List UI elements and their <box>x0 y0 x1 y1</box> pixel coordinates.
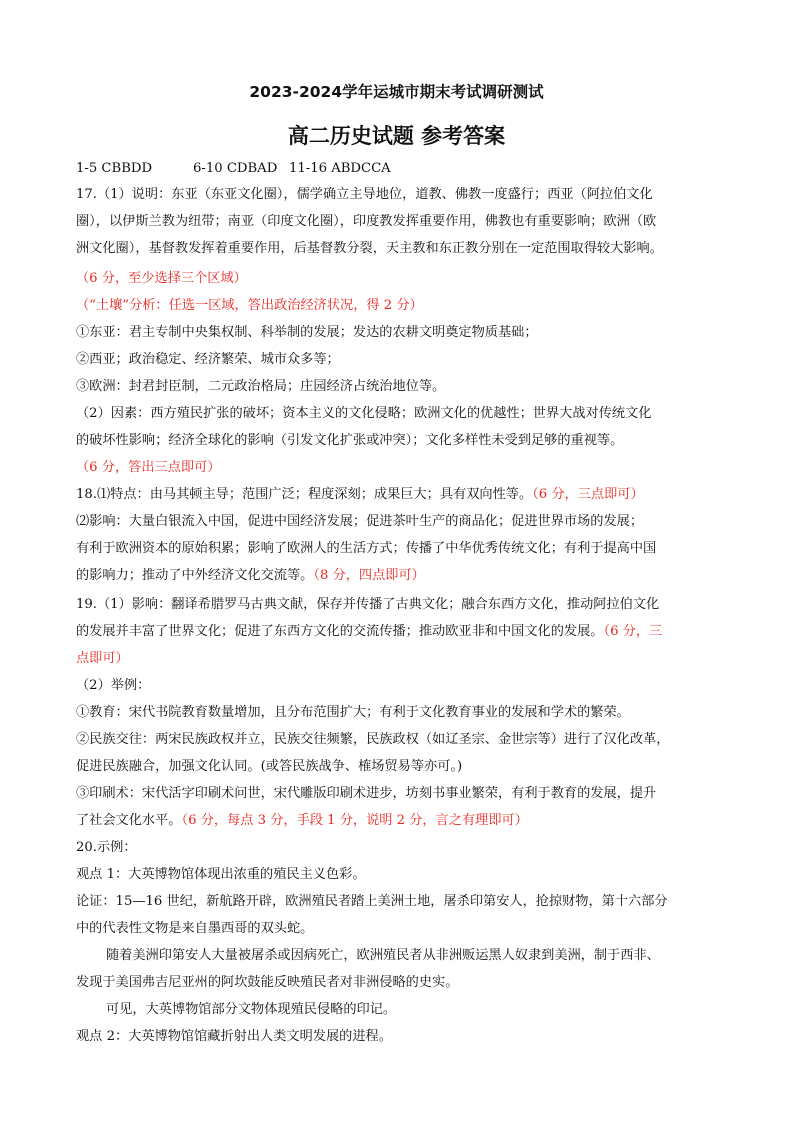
q18-features: 18.⑴特点：由马其顿主导；范围广泛；程度深刻；成果巨大；具有双向性等。 <box>76 487 533 502</box>
q19-point-3-end: 了社会文化水平。 <box>76 813 182 828</box>
q19-score-note-2: （6 分，每点 3 分，手段 1 分，说明 2 分，言之有理即可） <box>181 813 528 828</box>
q18-score-note-1: （6 分，三点即可） <box>532 487 644 502</box>
q17-score-note-3: （6 分，答出三点即可） <box>76 460 221 475</box>
q17-line-4: （2）因素：西方殖民扩张的破坏；资本主义的文化侵略；欧洲文化的优越性；世界大战对传统文化 <box>76 406 652 421</box>
q20-argument-1: 论证：15—16 世纪，新航路开辟，欧洲殖民者踏上美洲土地，屠杀印第安人，抢掠财物，第十六部分 <box>76 894 668 909</box>
q17-point-3: ③欧洲：封君封臣制，二元政治格局；庄园经济占统治地位等。 <box>76 379 446 394</box>
answer-key-title: 高二历史试题 参考答案 <box>287 124 506 148</box>
q17-line-3: 洲文化圈），基督教发挥着重要作用，后基督教分裂，天主教和东正教分别在一定范围取得较大影响。 <box>76 241 663 256</box>
q19-point-2-cont: 促进民族融合，加强文化认同。(或答民族战争、榷场贸易等亦可。) <box>76 759 463 774</box>
answers-1-5: 1-5 CBBDD <box>76 161 153 176</box>
q17-score-note-1: （6 分，至少选择三个区域） <box>76 271 247 286</box>
q19-line-1: 19.（1）影响：翻译希腊罗马古典文献，保存并传播了古典文化；融合东西方文化，推动阿拉伯文化 <box>76 597 660 612</box>
q19-score-note-1-cont: 点即可） <box>76 651 129 666</box>
q19-point-2: ②民族交往：两宋民族政权并立，民族交往频繁，民族政权（如辽圣宗、金世宗等）进行了汉化改革， <box>76 732 670 747</box>
mc-answers <box>76 160 726 178</box>
q19-impact-end: 的发展并丰富了世界文化；促进了东西方文化的交流传播；推动欧亚非和中国文化的发展。 <box>76 624 604 639</box>
q19-point-3-cont <box>76 812 726 830</box>
q20-argument-4: 发现于美国弗吉尼亚州的阿坎鼓能反映殖民者对非洲侵略的史实。 <box>76 975 459 990</box>
answers-6-10: 6-10 CDBAD <box>193 161 278 176</box>
exam-title: 2023-2024学年运城市期末考试调研测试 <box>249 83 544 101</box>
q17-score-note-2: （“土壤”分析：任选一区域，答出政治经济状况，得 2 分） <box>76 298 423 313</box>
q20-line-1: 20.示例： <box>76 840 137 855</box>
q18-score-note-2: （8 分，四点即可） <box>313 568 425 583</box>
q17-line-1: 17.（1）说明：东亚（东亚文化圈），儒学确立主导地位，道教、佛教一度盛行；西亚（阿拉伯文化 <box>76 187 653 202</box>
q19-point-3: ③印刷术：宋代活字印刷术问世，宋代雕版印刷术进步，坊刻书事业繁荣，有利于教育的发展，提升 <box>76 786 657 801</box>
q19-line-3: （2）举例： <box>76 678 151 693</box>
q18-line-2: ⑵影响：大量白银流入中国，促进中国经济发展；促进茶叶生产的商品化；促进世界市场的发展； <box>76 514 644 529</box>
q17-line-5: 的破坏性影响；经济全球化的影响（引发文化扩张或冲突）；文化多样性未受到足够的重视等。 <box>76 433 624 448</box>
q18-line-1 <box>76 486 726 504</box>
q18-line-4 <box>76 567 726 585</box>
q20-view-2: 观点 2：大英博物馆馆藏折射出人类文明发展的进程。 <box>76 1029 392 1044</box>
answers-11-16: 11-16 ABDCCA <box>289 161 391 176</box>
q20-argument-2: 中的代表性文物是来自墨西哥的双头蛇。 <box>76 921 314 936</box>
q20-argument-5: 可见，大英博物馆部分文物体现殖民侵略的印记。 <box>106 1002 397 1017</box>
q19-score-note-1: （6 分，三 <box>603 624 663 639</box>
q20-view-1: 观点 1：大英博物馆体现出浓重的殖民主义色彩。 <box>76 867 366 882</box>
q18-line-3: 有利于欧洲资本的原始积累；影响了欧洲人的生活方式；传播了中华优秀传统文化；有利于提高中国 <box>76 541 657 556</box>
q19-line-2 <box>76 623 726 641</box>
q20-argument-3: 随着美洲印第安人大量被屠杀或因病死亡，欧洲殖民者从非洲贩运黑人奴隶到美洲，制于西非、 <box>106 948 660 963</box>
q17-point-2: ②西亚；政治稳定、经济繁荣、城市众多等； <box>76 352 340 367</box>
q18-impact-end: 的影响力；推动了中外经济文化交流等。 <box>76 568 314 583</box>
q17-point-1: ①东亚：君主专制中央集权制、科举制的发展；发达的农耕文明奠定物质基础； <box>76 325 538 340</box>
q19-point-1: ①教育：宋代书院教育数量增加，且分布范围扩大；有利于文化教育事业的发展和学术的繁荣。 <box>76 705 630 720</box>
q17-line-2: 圈），以伊斯兰教为纽带；南亚（印度文化圈），印度教发挥重要作用，佛教也有重要影响；欧洲（欧 <box>76 214 657 229</box>
